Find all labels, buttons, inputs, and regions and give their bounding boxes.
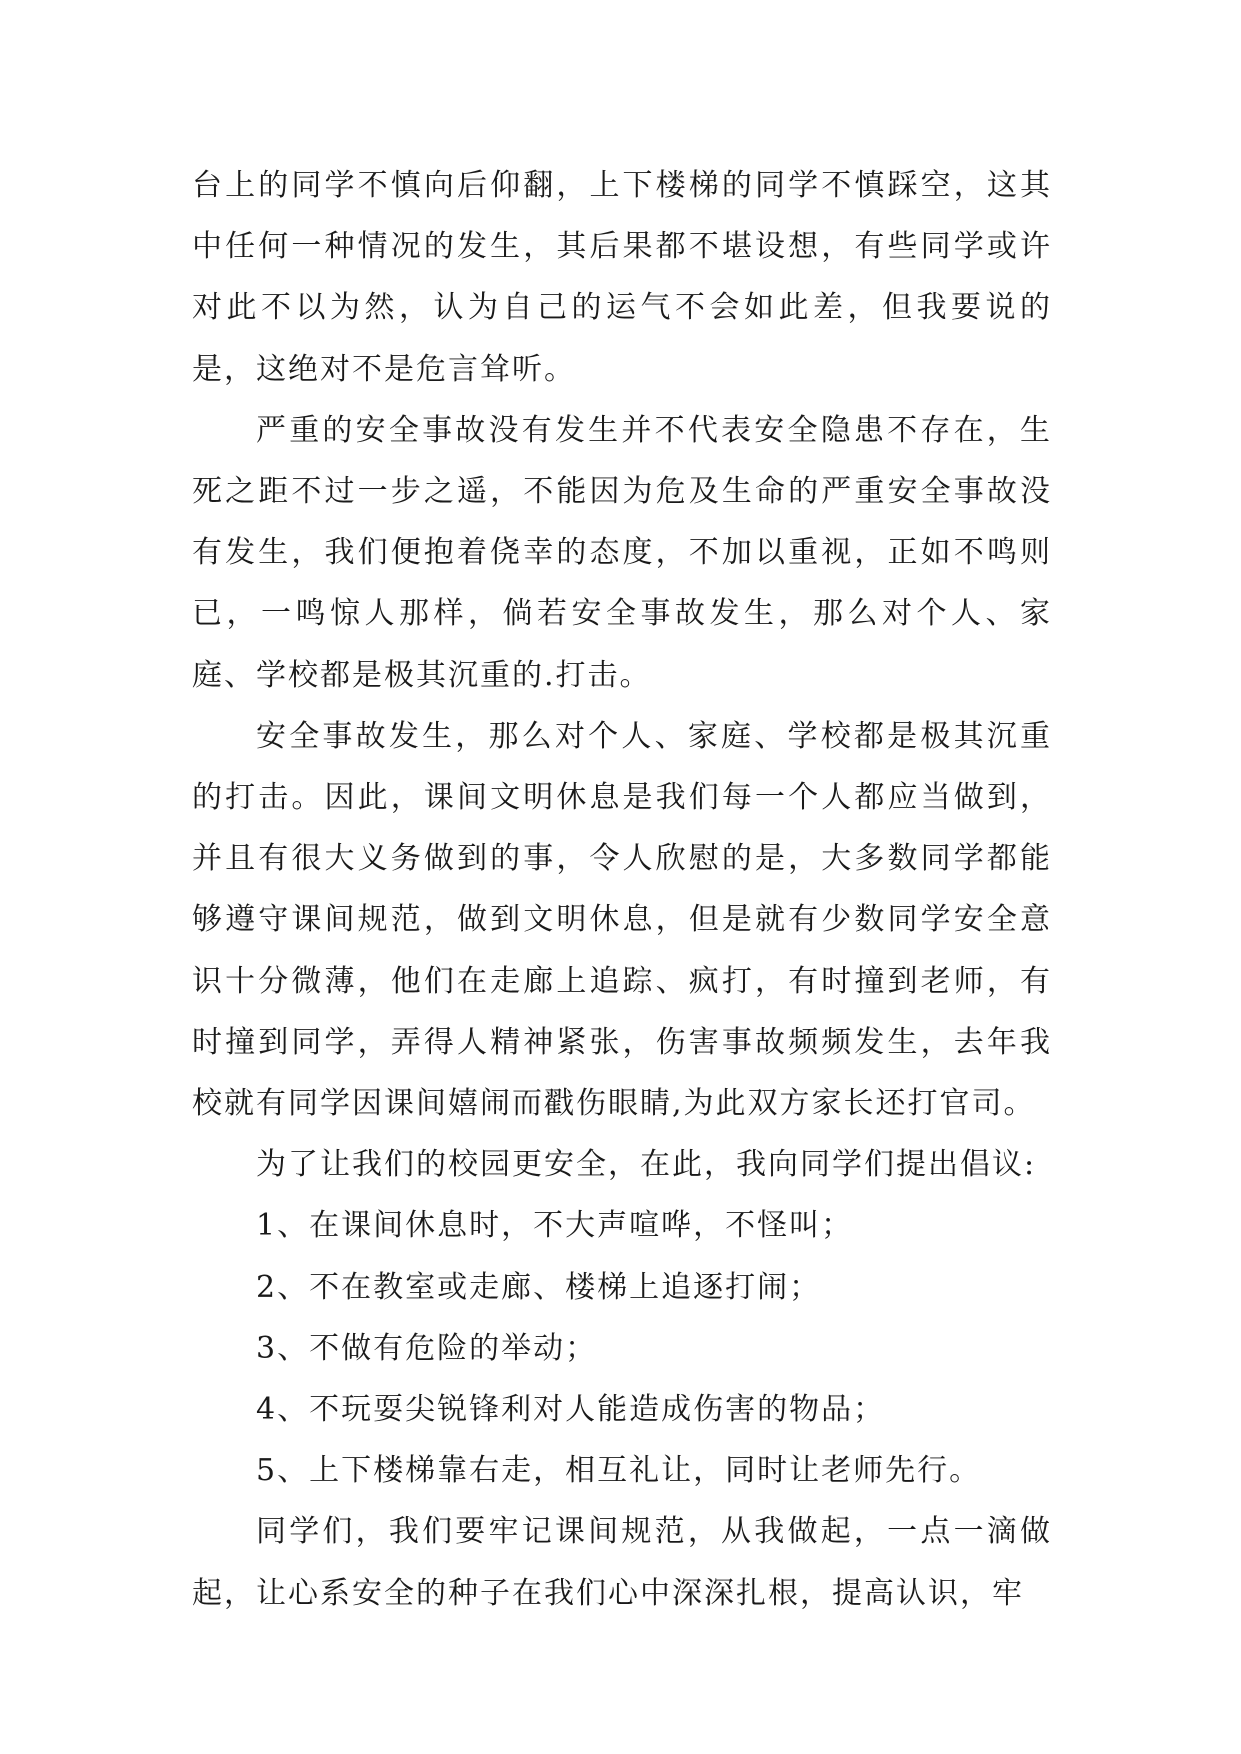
list-item-5: 5、上下楼梯靠右走，相互礼让，同时让老师先行。 (256, 1453, 982, 1489)
list-item-3: 3、不做有危险的举动； (256, 1330, 598, 1366)
paragraph-1: 台上的同学不慎向后仰翻，上下楼梯的同学不慎踩空，这其中任何一种情况的发生，其后果都不堪设想，有些同学或许对此不以为然，认为自己的运气不会如此差，但我要说的是，这绝对不是危言耸听。 (192, 168, 1052, 387)
list-item-1: 1、在课间休息时，不大声喧哗，不怪叫； (256, 1208, 854, 1244)
paragraph-2: 严重的安全事故没有发生并不代表安全隐患不存在，生死之距不过一步之遥，不能因为危及生命的严重安全事故没有发生，我们便抱着侥幸的态度，不加以重视，正如不鸣则已，一鸣惊人那样，倘若安全事故发生，那么对个人、家庭、学校都是极其沉重的.打击。 (192, 412, 1052, 693)
paragraph-4: 为了让我们的校园更安全，在此，我向同学们提出倡议: (256, 1147, 1037, 1183)
list-item-4: 4、不玩耍尖锐锋利对人能造成伤害的物品； (256, 1392, 886, 1428)
document-body (192, 155, 1052, 1624)
paragraph-closing: 同学们，我们要牢记课间规范，从我做起，一点一滴做起，让心系安全的种子在我们心中深深扎根，提高认识，牢 (192, 1514, 1052, 1611)
list-item-2: 2、不在教室或走廊、楼梯上追逐打闹； (256, 1269, 822, 1305)
paragraph-3: 安全事故发生，那么对个人、家庭、学校都是极其沉重的打击。因此，课间文明休息是我们每一个人都应当做到，并且有很大义务做到的事，令人欣慰的是，大多数同学都能够遵守课间规范，做到文明休息，但是就有少数同学安全意识十分微薄，他们在走廊上追踪、疯打，有时撞到老师，有时撞到同学，弄得人精神紧张，伤害事故频频发生，去年我校就有同学因课间嬉闹而戳伤眼睛,为此双方家长还打官司。 (192, 718, 1052, 1122)
